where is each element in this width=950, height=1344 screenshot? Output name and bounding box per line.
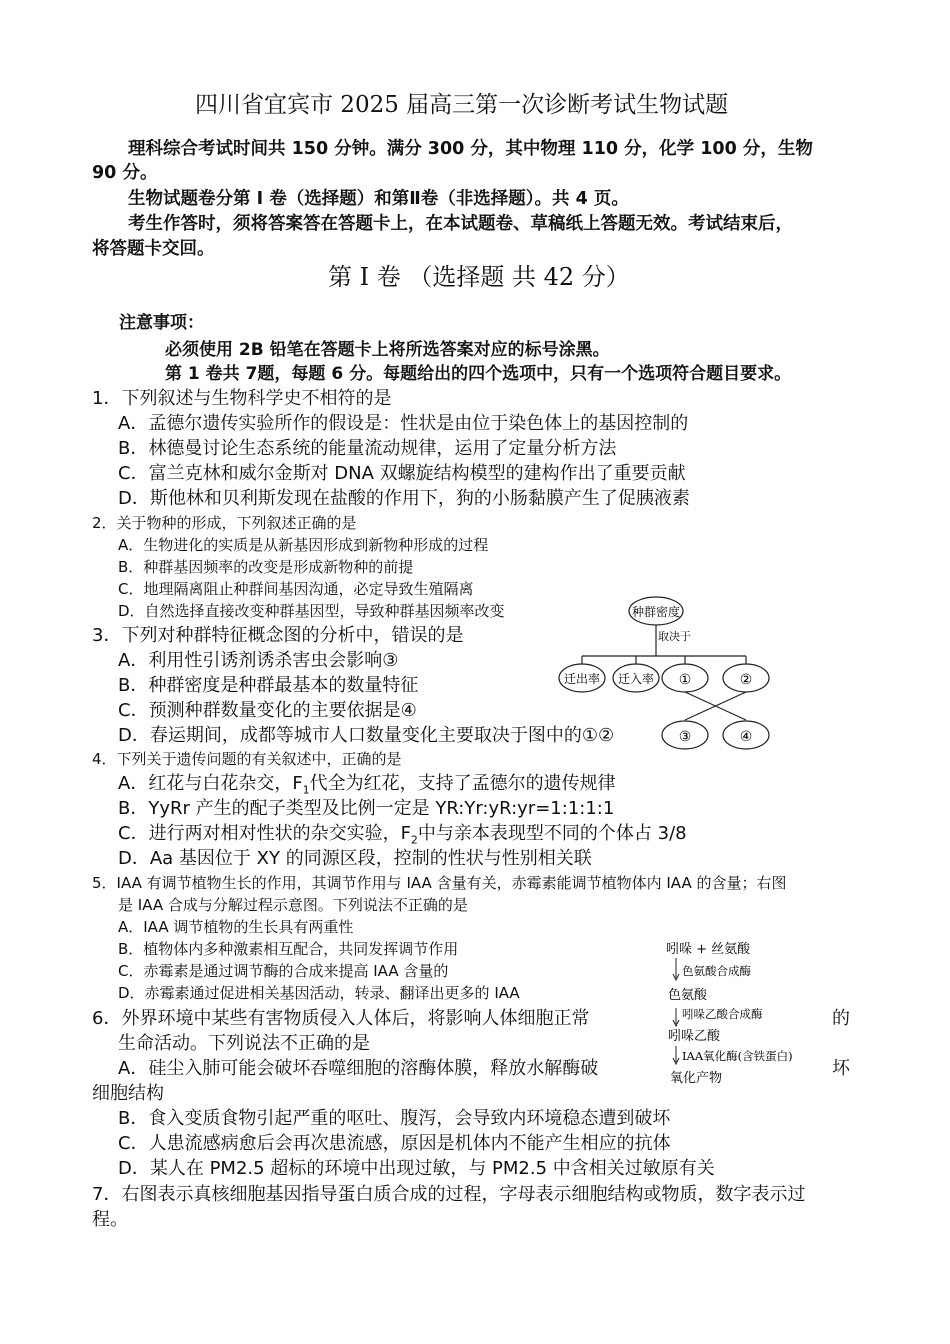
- question-stem: 2．关于物种的形成，下列叙述正确的是: [92, 514, 357, 532]
- option: A．生物进化的实质是从新基因形成到新物种形成的过程: [118, 536, 489, 554]
- node-immigration: 迁入率: [617, 672, 655, 686]
- option: C．预测种群数量变化的主要依据是④: [118, 700, 417, 721]
- notes-line: 必须使用 2B 铅笔在答题卡上将所选答案对应的标号涂黑。: [165, 340, 610, 360]
- question-stem: 3．下列对种群特征概念图的分析中，错误的是: [92, 625, 464, 646]
- question-stem: 1．下列叙述与生物科学史不相符的是: [92, 388, 392, 409]
- iaa-pathway-diagram: [664, 936, 836, 1088]
- edge-label: 取决于: [658, 630, 691, 643]
- question-stem: 6．外界环境中某些有害物质侵入人体后，将影响人体细胞正常: [92, 1008, 590, 1029]
- section-title: 第 I 卷 （选择题 共 42 分）: [328, 263, 630, 291]
- option: B．种群基因频率的改变是形成新物种的前提: [118, 558, 414, 576]
- option: C．赤霉素是通过调节酶的合成来提高 IAA 含量的: [118, 962, 449, 980]
- enzyme-label: 色氨酸合成酶: [682, 964, 751, 978]
- intro-line: 将答题卡交回。: [92, 239, 215, 259]
- node-emigration: 迁出率: [563, 672, 601, 686]
- option: A．利用性引诱剂诱杀害虫会影响③: [118, 650, 399, 671]
- node-3: ③: [678, 729, 692, 745]
- option-text: 中与亲本表现型不同的个体占 3/8: [417, 823, 687, 844]
- enzyme-label: IAA氧化酶(含铁蛋白): [682, 1049, 793, 1063]
- option: [118, 773, 616, 797]
- option: A．IAA 调节植物的生长具有两重性: [118, 918, 354, 936]
- intro-line: 理科综合考试时间共 150 分钟。满分 300 分，其中物理 110 分，化学 100 分，生物: [128, 139, 813, 159]
- pathway-product: 吲哚乙酸: [668, 1029, 721, 1044]
- option: B．林德曼讨论生态系统的能量流动规律，运用了定量分析方法: [118, 438, 617, 459]
- intro-line: 生物试题卷分第 I 卷（选择题）和第Ⅱ卷（非选择题）。共 4 页。: [128, 189, 629, 209]
- option: 坏: [832, 1058, 850, 1079]
- node-1: ①: [678, 672, 692, 688]
- population-concept-diagram: [552, 596, 774, 752]
- pathway-reactant: 吲哚 + 丝氨酸: [666, 942, 751, 957]
- option: D．某人在 PM2.5 超标的环境中出现过敏，与 PM2.5 中含相关过敏原有关: [118, 1158, 715, 1179]
- intro-line: 90 分。: [92, 163, 158, 183]
- notes-heading: 注意事项：: [119, 313, 204, 333]
- question-stem: 的: [832, 1008, 850, 1029]
- option: B．种群密度是种群最基本的数量特征: [118, 675, 419, 696]
- option: D．Aa 基因位于 XY 的同源区段，控制的性状与性别相关联: [118, 848, 592, 869]
- subscript: 1: [302, 783, 310, 797]
- option-text: 代全为红花，支持了孟德尔的遗传规律: [309, 773, 616, 794]
- option: B．YyRr 产生的配子类型及比例一定是 YR:Yr:yR:yr=1:1:1:1: [118, 798, 615, 819]
- option: B．食入变质食物引起严重的呕吐、腹泻，会导致内环境稳态遭到破坏: [118, 1108, 671, 1129]
- node-4: ④: [739, 729, 753, 745]
- option: B．植物体内多种激素相互配合，共同发挥调节作用: [118, 940, 459, 958]
- option: D．斯他林和贝利斯发现在盐酸的作用下，狗的小肠黏膜产生了促胰液素: [118, 488, 690, 509]
- page-title: 四川省宜宾市 2025 届高三第一次诊断考试生物试题: [195, 92, 729, 118]
- subscript: 2: [410, 833, 418, 847]
- option-text: A．红花与白花杂交，F: [118, 773, 303, 794]
- option: A．硅尘入肺可能会破坏吞噬细胞的溶酶体膜，释放水解酶破: [118, 1058, 599, 1079]
- question-stem: 4．下列关于遗传问题的有关叙述中，正确的是: [92, 750, 402, 768]
- option: C．富兰克林和威尔金斯对 DNA 双螺旋结构模型的建构作出了重要贡献: [118, 463, 686, 484]
- option: 细胞结构: [92, 1083, 164, 1104]
- option-text: C．进行两对相对性状的杂交实验，F: [118, 823, 411, 844]
- question-stem: 程。: [92, 1209, 128, 1230]
- intro-line: 考生作答时，须将答案答在答题卡上，在本试题卷、草稿纸上答题无效。考试结束后，: [128, 214, 793, 234]
- node-density-label: 种群密度: [631, 605, 681, 619]
- question-stem: 5．IAA 有调节植物生长的作用，其调节作用与 IAA 含量有关，赤霉素能调节植物体内 IAA 的含量；右图: [92, 874, 787, 892]
- node-2: ②: [739, 672, 753, 688]
- option: D．自然选择直接改变种群基因型，导致种群基因频率改变: [118, 602, 505, 620]
- question-stem: 生命活动。下列说法不正确的是: [118, 1033, 370, 1054]
- option: A．孟德尔遗传实验所作的假设是：性状是由位于染色体上的基因控制的: [118, 413, 689, 434]
- option: C．地理隔离阻止种群间基因沟通，必定导致生殖隔离: [118, 580, 474, 598]
- question-stem: 是 IAA 合成与分解过程示意图。下列说法不正确的是: [118, 896, 468, 914]
- notes-line: 第 1 卷共 7题，每题 6 分。每题给出的四个选项中，只有一个选项符合题目要求。: [165, 364, 792, 384]
- option: D．春运期间，成都等城市人口数量变化主要取决于图中的①②: [118, 725, 615, 746]
- option: D．赤霉素通过促进相关基因活动，转录、翻译出更多的 IAA: [118, 984, 520, 1002]
- pathway-product: 氧化产物: [670, 1071, 723, 1086]
- option: [118, 823, 687, 847]
- pathway-product: 色氨酸: [668, 988, 708, 1003]
- question-stem: 7．右图表示真核细胞基因指导蛋白质合成的过程，字母表示细胞结构或物质，数字表示过: [92, 1184, 806, 1205]
- option: C．人患流感病愈后会再次患流感，原因是机体内不能产生相应的抗体: [118, 1133, 671, 1154]
- enzyme-label: 吲哚乙酸合成酶: [682, 1007, 763, 1021]
